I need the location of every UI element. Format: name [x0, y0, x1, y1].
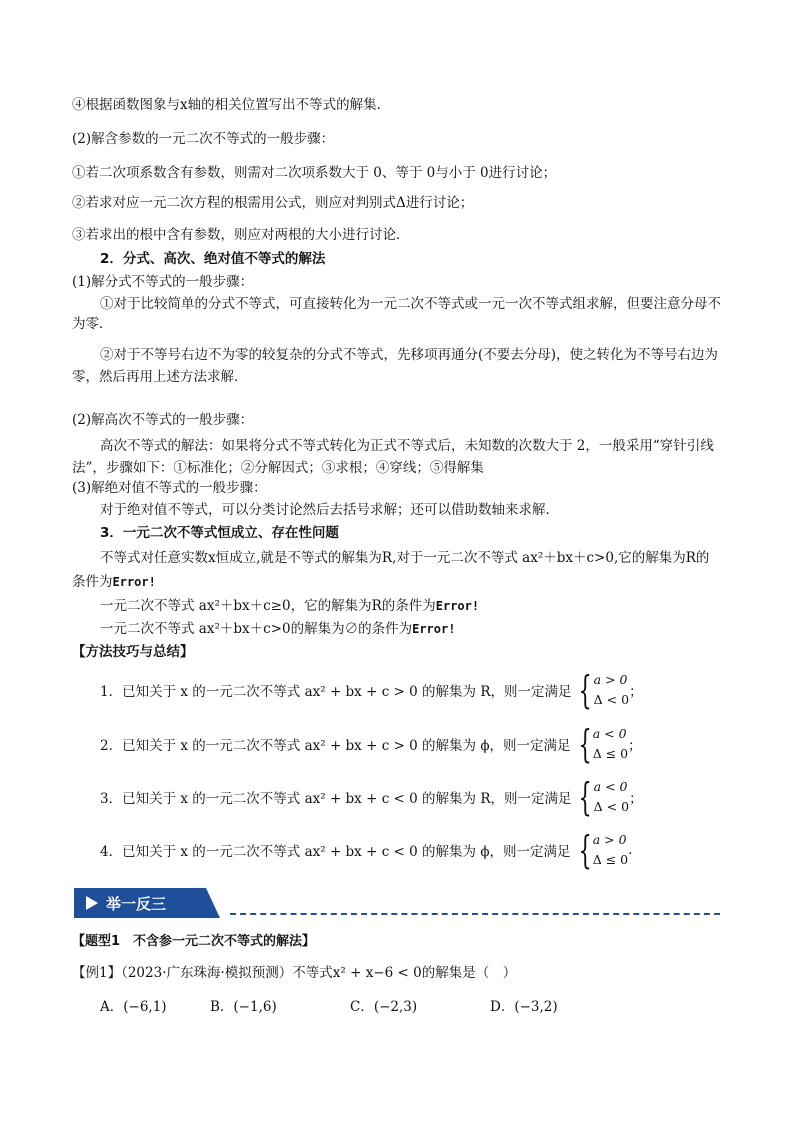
condition-row: Δ ≤ 0: [592, 852, 629, 867]
text-line: 对于绝对值不等式，可以分类讨论然后去括号求解；还可以借助数轴来求解.: [100, 502, 550, 518]
line-text: 一元二次不等式 ax²＋bx＋c>0的解集为∅的条件为: [100, 621, 413, 637]
text-line: ④根据函数图象与x轴的相关位置写出不等式的解集．: [72, 97, 391, 113]
item-end: ；: [628, 738, 642, 754]
section-heading: 2．分式、高次、绝对值不等式的解法: [100, 251, 326, 267]
brace: {: [577, 722, 592, 766]
item-text: 1．已知关于 x 的一元二次不等式 ax² + bx + c > 0 的解集为 R，则一定满足: [100, 684, 572, 700]
text-line: [100, 596, 479, 616]
line-text: 一元二次不等式 ax²＋bx＋c≥0，它的解集为R的条件为: [100, 598, 436, 614]
condition-system: [573, 724, 629, 764]
banner-label: 举一反三: [106, 895, 167, 913]
condition-row: a < 0: [593, 779, 628, 794]
item-end: ；: [629, 684, 643, 700]
paragraph-text: 不等式对任意实数x恒成立,就是不等式的解集为R,对于一元二次不等式 ax²＋bx＋c>0,它的解集为R的条件为: [72, 550, 710, 590]
error-marker: Error!: [412, 622, 456, 636]
summary-item: [100, 670, 643, 710]
text-line: [100, 619, 455, 639]
condition-row: a > 0: [592, 832, 627, 847]
paragraph: 高次不等式的解法：如果将分式不等式转化为正式不等式后，未知数的次数大于 2，一般采用“穿针引线法”，步骤如下：①标准化；②分解因式；③求根；④穿线；⑤得解集: [72, 438, 714, 476]
text-line: ②若求对应一元二次方程的根需用公式，则应对判别式Δ进行讨论；: [72, 195, 474, 211]
text-line: (2)解高次不等式的一般步骤：: [72, 412, 254, 428]
paragraph: [72, 546, 722, 594]
option-c: C．(−2,3): [350, 999, 418, 1015]
summary-item: [100, 777, 643, 817]
topic-heading: 【题型1 不含参一元二次不等式的解法】: [72, 934, 316, 949]
condition-row: a < 0: [592, 726, 627, 741]
dashed-divider: [230, 913, 720, 915]
condition-row: Δ < 0: [593, 799, 630, 814]
text-line: ③若求出的根中含有参数，则应对两根的大小进行讨论．: [72, 227, 410, 243]
condition-system: [573, 670, 629, 710]
item-text: 3．已知关于 x 的一元二次不等式 ax² + bx + c < 0 的解集为 R，则一定满足: [100, 791, 572, 807]
error-marker: Error!: [112, 575, 156, 589]
option-d: D．(−3,2): [490, 999, 558, 1015]
method-heading: 【方法技巧与总结】: [72, 644, 194, 660]
condition-row: Δ ≤ 0: [592, 746, 629, 761]
text-line: (3)解绝对值不等式的一般步骤：: [72, 480, 267, 496]
brace: {: [577, 828, 592, 872]
item-end: ；: [629, 791, 643, 807]
paragraph: ①对于比较简单的分式不等式，可直接转化为一元二次不等式或一元一次不等式组求解，但要注意分母不为零．: [72, 296, 721, 332]
option-a: A．(−6,1): [100, 999, 167, 1015]
example-question: 【例1】（2023·广东珠海·模拟预测）不等式x² + x−6 < 0的解集是（ ）: [72, 965, 517, 981]
summary-item: [100, 724, 642, 764]
brace: {: [578, 668, 593, 712]
condition-row: a > 0: [593, 672, 628, 687]
text-line: (1)解分式不等式的一般步骤：: [72, 274, 254, 290]
condition-system: [573, 830, 629, 870]
error-marker: Error!: [435, 599, 480, 613]
paragraph: ②对于不等号右边不为零的较复杂的分式不等式，先移项再通分(不要去分母)，使之转化为不等号右边为零，然后再用上述方法求解．: [72, 347, 719, 385]
text-line: ①若二次项系数含有参数，则需对二次项系数大于 0、等于 0与小于 0进行讨论；: [72, 165, 557, 181]
condition-system: [573, 777, 629, 817]
condition-row: Δ < 0: [593, 692, 630, 707]
item-text: 2．已知关于 x 的一元二次不等式 ax² + bx + c > 0 的解集为 ϕ，则一定满足: [100, 738, 571, 754]
item-text: 4．已知关于 x 的一元二次不等式 ax² + bx + c < 0 的解集为 ϕ，则一定满足: [100, 844, 571, 860]
summary-item: [100, 830, 632, 870]
item-end: .: [628, 842, 633, 858]
brace: {: [578, 775, 593, 819]
option-b: B．(−1,6): [210, 999, 277, 1015]
text-line: (2)解含参数的一元二次不等式的一般步骤：: [72, 131, 335, 147]
section-heading: 3．一元二次不等式恒成立、存在性问题: [100, 525, 339, 541]
